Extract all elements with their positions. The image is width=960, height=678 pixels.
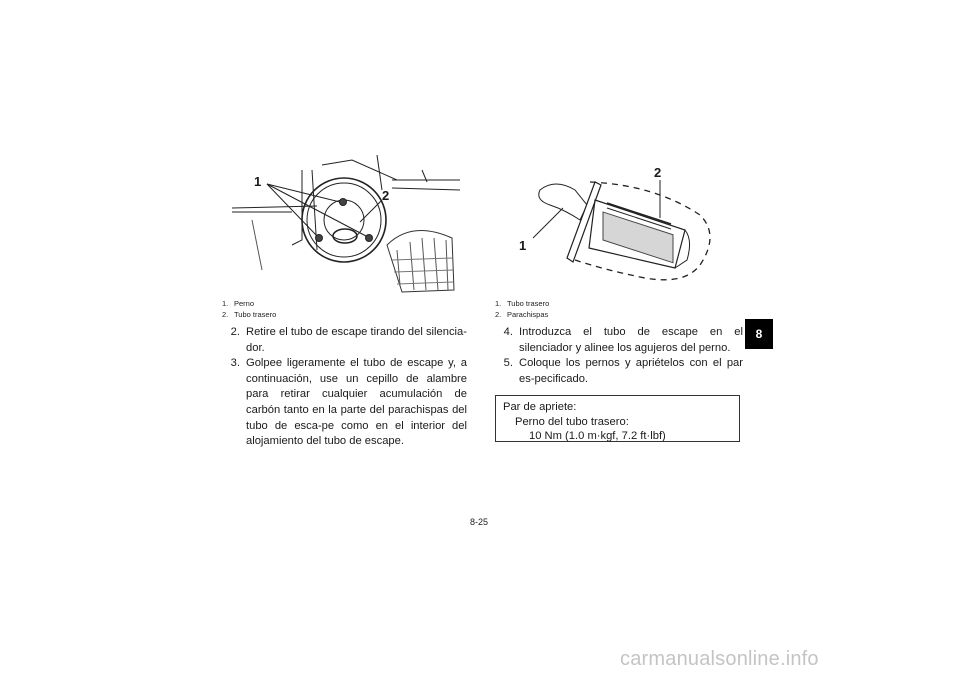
caption-num: 2.: [495, 310, 502, 319]
step-2: [222, 325, 467, 356]
figure-right-caption: [495, 298, 549, 320]
caption-num: 1.: [495, 299, 502, 308]
caption-num: 2.: [222, 310, 229, 319]
watermark: carmanualsonline.info: [620, 648, 819, 670]
steps-right: [495, 325, 743, 387]
caption-text: Perno: [234, 299, 255, 308]
caption-text: Parachispas: [507, 310, 549, 319]
callout-2-tail-pipe: 2: [382, 188, 390, 203]
caption-item: [495, 298, 549, 309]
figure-muffler-end: [222, 150, 462, 298]
caption-text: Tubo trasero: [234, 310, 277, 319]
spec-item: Perno del tubo trasero:: [515, 415, 629, 428]
step-text: Introduzca el tubo de escape en el silenciador y alinee los agujeros del perno.: [519, 326, 743, 354]
step-number: 4.: [503, 326, 513, 338]
step-text: Retire el tubo de escape tirando del silencia-dor.: [246, 326, 467, 354]
steps-left: [222, 325, 467, 450]
spark-arrester-illustration: [495, 160, 735, 298]
step-number: 3.: [230, 357, 240, 370]
figure-spark-arrester: [495, 160, 735, 298]
muffler-illustration: [222, 150, 462, 298]
figure-left-caption: [222, 298, 276, 320]
step-number: 5.: [503, 357, 513, 370]
caption-text: Tubo trasero: [507, 299, 550, 308]
callout-1-tail-pipe: 1: [519, 238, 527, 253]
callout-2-spark-arrester: 2: [654, 165, 662, 180]
step-text: Golpee ligeramente el tubo de escape y, a continuación, use un cepillo de alambre para retirar cualquier acumulación de carbón tanto en la parte del parachispas del tubo de esca-pe como en el interior del alojamiento del tubo de escape.: [246, 357, 467, 448]
spec-value: 10 Nm (1.0 m·kgf, 7.2 ft·lbf): [529, 430, 666, 442]
caption-item: [222, 309, 276, 320]
step-4: [495, 325, 743, 356]
step-number: 2.: [230, 326, 240, 338]
step-text: Coloque los pernos y apriételos con el par es-pecificado.: [519, 357, 743, 385]
step-5: [495, 356, 743, 387]
caption-item: [222, 298, 276, 309]
step-3: [222, 356, 467, 450]
callout-1-bolt: 1: [254, 174, 262, 189]
chapter-tab: 8: [745, 319, 773, 349]
caption-item: [495, 309, 549, 320]
page-number: 8-25: [470, 517, 489, 527]
spec-heading: Par de apriete:: [503, 401, 577, 413]
torque-spec-box: [495, 395, 740, 442]
caption-num: 1.: [222, 299, 229, 308]
